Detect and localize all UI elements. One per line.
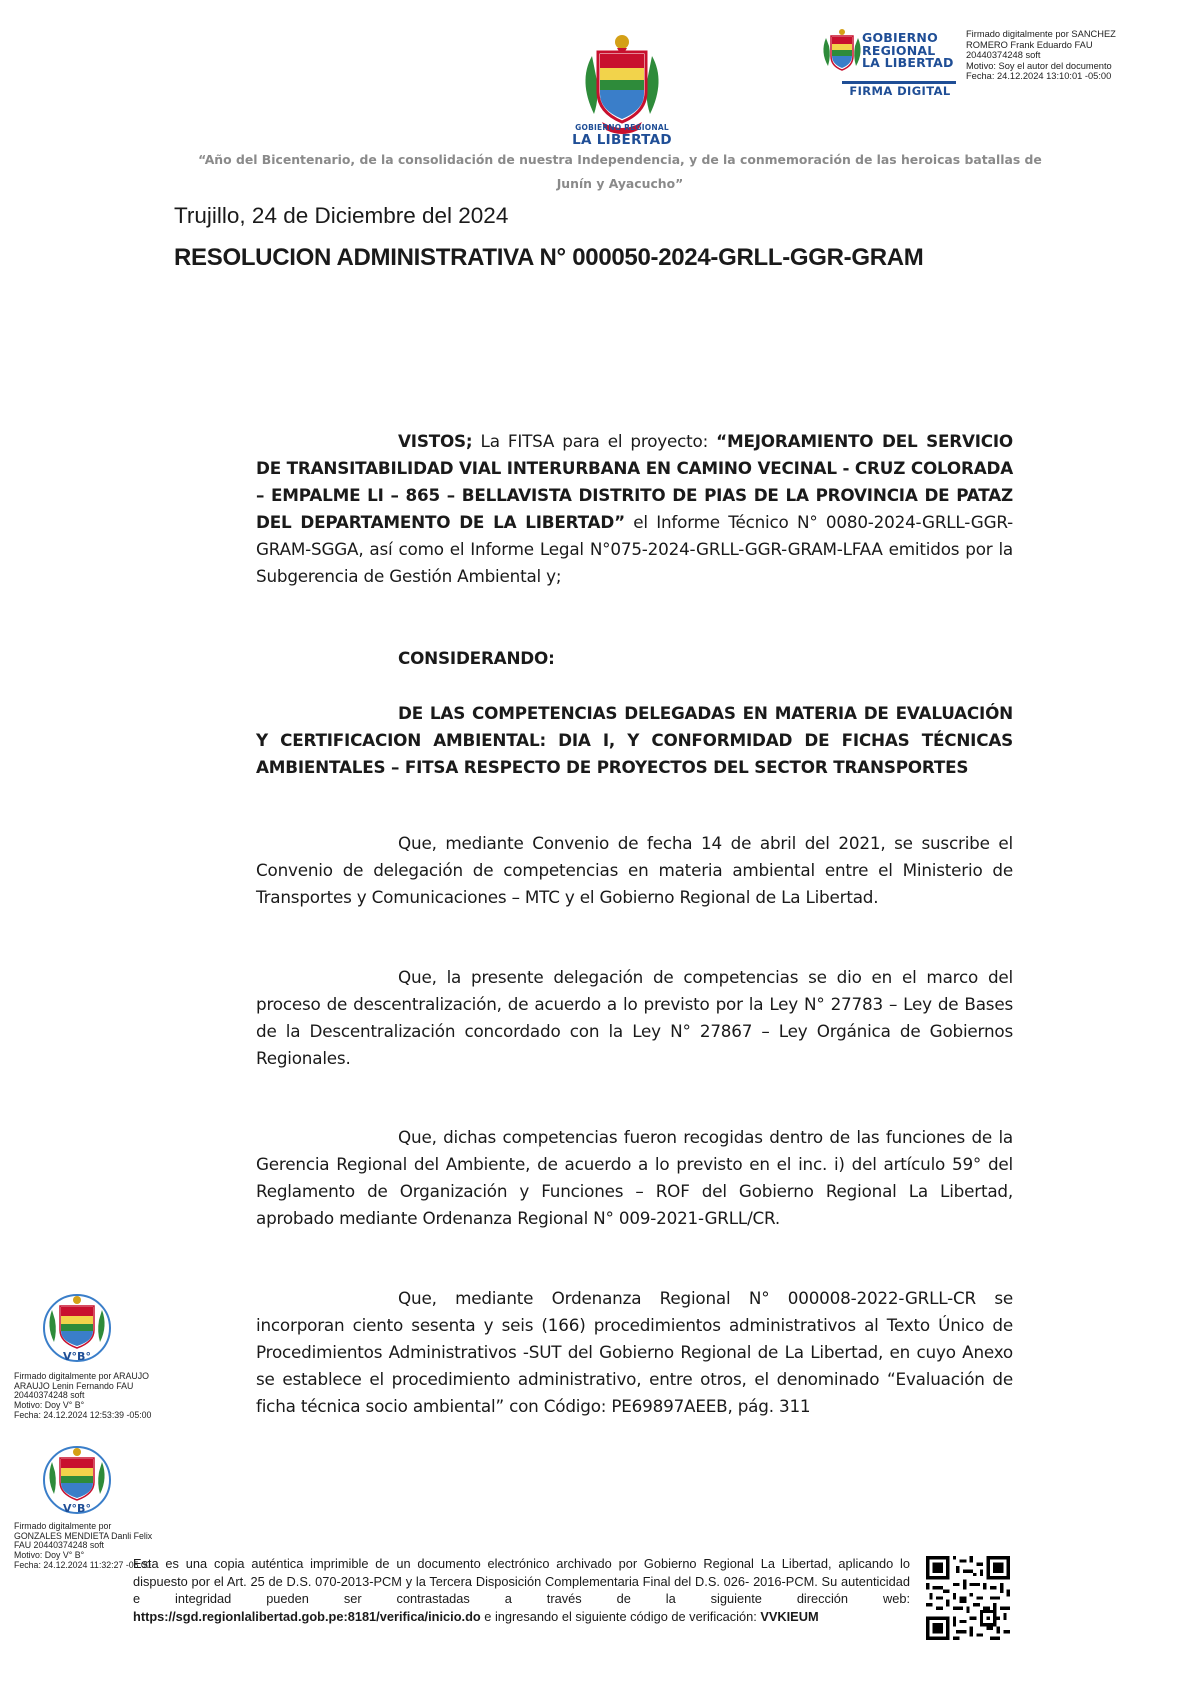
signature-line: Motivo: Doy V° B° <box>14 1550 85 1561</box>
competencias-heading <box>256 700 1013 781</box>
vistos-paragraph <box>256 428 1013 590</box>
crest-caption-big: LA LIBERTAD <box>572 131 672 148</box>
paragraph-funciones <box>256 1124 1013 1232</box>
firma-digital-label: FIRMA DIGITAL <box>849 84 951 98</box>
firma-digital-crest-icon <box>820 28 864 74</box>
signature-line: 20440374248 soft <box>966 50 1041 61</box>
footer-text: Esta es una copia auténtica imprimible de un documento electrónico archivado por Gobierno Regional La Libertad, aplicando lo dispuesto por el Art. 25 de D.S. 070-2013-PCM y la Tercera Disposición Complementaria Final del D.S. 026- 2016-PCM. Su autenticidad e integridad pueden ser contrastadas a través de la siguiente dirección web: <box>133 1556 910 1606</box>
competencias-text: DE LAS COMPETENCIAS DELEGADAS EN MATERIA DE EVALUACIÓN Y CERTIFICACION AMBIENTAL: DIA I, Y CONFORMIDAD DE FICHAS TÉCNICAS AMBIENTALES – FITSA RESPECTO DE PROYECTOS DEL SECTOR TRANSPORTES <box>256 703 1013 777</box>
paragraph-text: Que, mediante Ordenanza Regional N° 000008-2022-GRLL-CR se incorporan ciento sesenta y seis (166) procedimientos administrativos al Texto Único de Procedimientos Administrativos -SUT del Gobierno Regional de La Libertad, en cuyo Anexo se establece el procedimiento administrativo, entre otros, el denominado “Evaluación de ficha técnica socio ambiental” con Código: PE69897AEEB, pág. 311 <box>256 1288 1013 1416</box>
resolution-title: RESOLUCION ADMINISTRATIVA N° 000050-2024-GRLL-GGR-GRAM <box>174 244 924 271</box>
firma-logo-line: LA LIBERTAD <box>862 55 954 70</box>
footer-mid: e ingresando el siguiente código de verificación: <box>484 1608 757 1624</box>
paragraph-descentralizacion <box>256 964 1013 1072</box>
paragraph-text: Que, dichas competencias fueron recogidas dentro de las funciones de la Gerencia Regional del Ambiente, de acuerdo a lo previsto en el inc. i) del artículo 59° del Reglamento de Organización y Funciones – ROF del Gobierno Regional La Libertad, aprobado mediante Ordenanza Regional N° 009-2021-GRLL/CR. <box>256 1127 1013 1228</box>
signature-line: ROMERO Frank Eduardo FAU <box>966 39 1093 50</box>
vobo-stamp-label: V°B° <box>63 1350 91 1363</box>
vistos-rest: el Informe Técnico N° 0080-2024-GRLL-GGR-GRAM-SGGA, así como el Informe Legal N°075-2024-GRLL-GGR-GRAM-LFAA emitidos por la Subgerencia de Gestión Ambiental y; <box>256 512 1014 586</box>
digital-signature-block-top <box>966 29 1156 82</box>
signature-line: FAU 20440374248 soft <box>14 1540 104 1551</box>
vistos-label: VISTOS; <box>398 431 473 451</box>
signature-line: Fecha: 24.12.2024 13:10:01 -05:00 <box>966 71 1112 82</box>
considerando-label: CONSIDERANDO: <box>398 648 555 668</box>
signature-line: Motivo: Doy V° B° <box>14 1400 85 1411</box>
signature-line: Firmado digitalmente por SANCHEZ <box>966 29 1116 39</box>
paragraph-text: Que, la presente delegación de competencias se dio en el marco del proceso de descentralización, de acuerdo a lo previsto por la Ley N° 27783 – Ley de Bases de la Descentralización concordado con la Ley N° 27867 – Ley Orgánica de Gobiernos Regionales. <box>256 967 1013 1068</box>
signature-line: 20440374248 soft <box>14 1390 85 1401</box>
considerando-heading <box>256 645 1013 672</box>
paragraph-convenio <box>256 830 1013 911</box>
vobo-seal-icon <box>42 1440 112 1520</box>
crest-caption <box>560 124 684 147</box>
signature-line: Fecha: 24.12.2024 12:53:39 -05:00 <box>14 1409 152 1420</box>
signature-line: Firmado digitalmente por <box>14 1521 112 1531</box>
firma-digital-logo-text <box>862 32 954 70</box>
digital-signature-block-left-1 <box>14 1372 214 1421</box>
vistos-intro: La FITSA para el proyecto: <box>480 431 709 451</box>
vobo-seal-icon <box>42 1288 112 1368</box>
paragraph-ordenanza <box>256 1285 1013 1420</box>
signature-line: ARAUJO Lenin Fernando FAU <box>14 1380 134 1391</box>
signature-line: Motivo: Soy el autor del documento <box>966 60 1112 71</box>
paragraph-text: Que, mediante Convenio de fecha 14 de abril del 2021, se suscribe el Convenio de delegación de competencias en materia ambiental entre el Ministerio de Transportes y Comunicaciones – MTC y el Gobierno Regional de La Libertad. <box>256 833 1013 907</box>
vistos-project-name: “MEJORAMIENTO DEL SERVICIO DE TRANSITABILIDAD VIAL INTERURBANA EN CAMINO VECINAL - CRUZ COLORADA – EMPALME LI – 865 – BELLAVISTA DISTRITO DE PIAS DE LA PROVINCIA DE PATAZ DEL DEPARTAMENTO DE LA LIBERTAD” <box>256 431 1013 532</box>
signature-line: GONZALES MENDIETA Danli Felix <box>14 1530 153 1541</box>
signature-line: Firmado digitalmente por ARAUJO <box>14 1371 149 1381</box>
qr-code-icon <box>926 1556 1010 1640</box>
year-banner: “Año del Bicentenario, de la consolidación de nuestra Independencia, y de la conmemoración de las heroicas batallas de Junín y Ayacucho” <box>198 152 1042 191</box>
signature-line: Fecha: 24.12.2024 11:32:27 -05:00 <box>14 1559 151 1570</box>
crest-emblem-icon <box>585 35 658 134</box>
firma-logo-line: GOBIERNO <box>862 30 938 45</box>
verification-url-link[interactable]: https://sgd.regionlalibertad.gob.pe:8181/verifica/inicio.do <box>133 1608 481 1624</box>
firma-logo-line: REGIONAL <box>862 42 936 58</box>
verification-code: VVKIEUM <box>760 1608 819 1624</box>
place-date: Trujillo, 24 de Diciembre del 2024 <box>174 203 509 228</box>
vobo-stamp-label: V°B° <box>63 1502 91 1515</box>
crest-caption-small: GOBIERNO REGIONAL <box>575 123 669 132</box>
authenticity-footer <box>133 1555 910 1625</box>
